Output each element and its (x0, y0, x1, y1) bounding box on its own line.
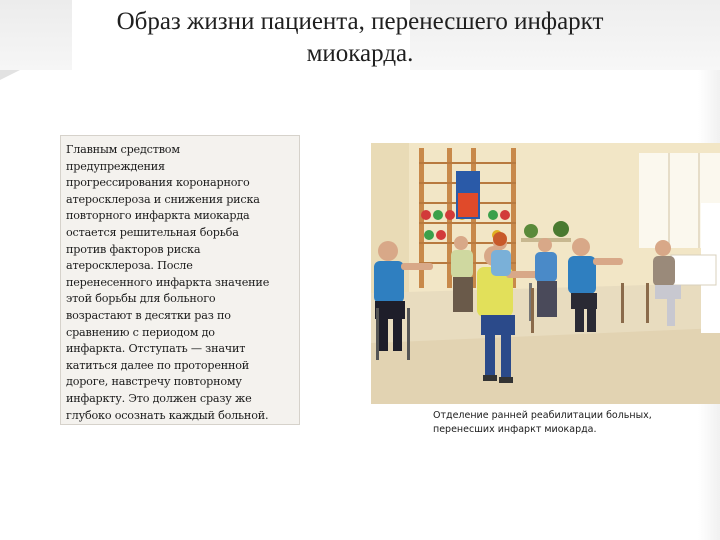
decorative-band-top-left (0, 0, 72, 70)
rehabilitation-photo-illustration (371, 143, 720, 404)
body-text: Главным средством предупреждения прогрессирования коронарного атеросклероза и снижения риска повторного инфаркта миокарда остается решительная борьба против факторов риска атеросклероза. После перенесенного инфаркта значение этой борьбы для больного возрастают в десятки раз по сравнению с периодом до инфаркта. Отступать — значит катиться далее по проторенной дороге, навстречу повторному инфаркту. Это должен сразу же глубоко осознать каждый больной. (66, 143, 270, 422)
slide-title: Образ жизни пациента, перенесшего инфаркт миокарда. (116, 8, 604, 67)
text-box (60, 135, 300, 425)
rehabilitation-photo (371, 143, 720, 404)
photo-caption: Отделение ранней реабилитации больных, перенесших инфаркт миокарда. (433, 410, 652, 435)
